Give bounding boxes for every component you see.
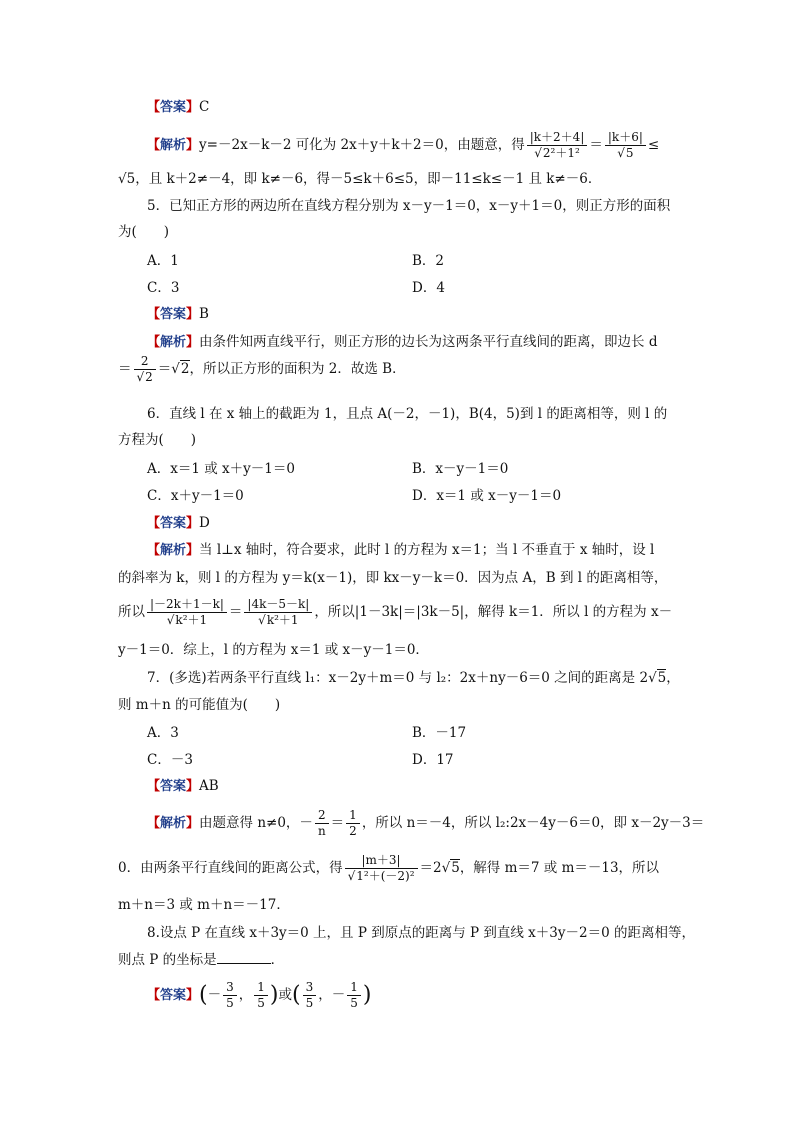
q7-option-a: A．3 [147,725,179,741]
q6-answer: 【答案】D [147,515,210,531]
q5-option-a: A．1 [147,253,179,269]
q5-analysis-line2: ＝ $\frac{2}{√2}$ ＝√2，所以正方形的面积为 2．故选 B． [118,354,406,384]
q6-analysis-line2: 的斜率为 k，则 l 的方程为 y＝k(x－1)，即 kx－y－k＝0．因为点 A，B 到 l 的距离相等， [118,570,668,586]
q8-stem-line2: 则点 P 的坐标是 ． [118,952,285,968]
q6-stem-line1: 6．直线 l 在 x 轴上的截距为 1，且点 A(－2，－1)，B(4，5)到 l 的距离相等，则 l 的 [147,406,668,422]
q5-stem-line1: 5．已知正方形的两边所在直线方程分别为 x－y－1＝0，x－y＋1＝0，则正方形的面积 [147,198,671,214]
q4-fraction-2: $\frac{|k+6|}{√5}$ [605,130,646,161]
q7-fraction-3: $\frac{|m+3|}{\text{√1²＋(－2)²}}$ [345,853,418,884]
q5-answer: 【答案】B [147,306,209,322]
q6-analysis-line3: 所以 $\frac{|-2k+1-k|}{\text{√k²＋1}}$ ＝ $\frac{|4k-5-k|}{\text{√k²＋1}}$ ，所以|1－3k|＝|3k－5|，解得 k＝1．所以 l 的方程为 x－ [118,597,673,627]
q6-option-c: C．x＋y－1＝0 [147,488,244,504]
q6-analysis-line4: y－1＝0．综上，l 的方程为 x＝1 或 x－y－1＝0． [118,642,429,658]
answer-blank [217,951,271,964]
q4-analysis-line1: 【解析】y=－2x－k－2 可化为 2x＋y＋k＋2＝0，由题意，得 $\frac{|k+2+4|}{\text{√2²＋1²}}$ ＝ $\frac{|k+6|}{√5}$ ≤ [147,130,660,160]
q6-option-a: A．x＝1 或 x＋y－1＝0 [147,461,295,477]
q8-answer: 【答案】(－ $\frac{3}{5}$ ， $\frac{1}{5}$ )或( $\frac{3}{5}$ ，－ $\frac{1}{5}$ ) [147,980,372,1010]
q6-fraction-1: $\frac{|-2k+1-k|}{\text{√k²＋1}}$ [147,597,227,628]
q4-analysis-line2: √5，且 k＋2≠－4，即 k≠－6，得－5≤k＋6≤5，即－11≤k≤－1 且 k≠－6． [118,171,602,187]
q7-analysis-line3: m＋n＝3 或 m＋n＝－17． [118,897,290,913]
q6-stem-line2: 方程为( ) [118,432,197,448]
q7-stem-line2: 则 m＋n 的可能值为( ) [118,697,281,713]
q5-analysis-line1: 【解析】由条件知两直线平行，则正方形的边长为这两条平行直线间的距离，即边长 d [147,334,658,350]
q7-answer: 【答案】AB [147,778,219,794]
q8-stem-line1: 8.设点 P 在直线 x＋3y＝0 上，且 P 到原点的距离与 P 到直线 x＋3y－2＝0 的距离相等， [147,925,695,941]
q4-answer: 【答案】C [147,99,210,115]
q7-option-c: C．－3 [147,752,193,768]
q8-fraction-4: $\frac{1}{5}$ [347,980,361,1011]
q8-fraction-2: $\frac{1}{5}$ [254,980,268,1011]
q7-option-b: B．－17 [412,725,467,741]
q6-option-d: D．x＝1 或 x－y－1＝0 [412,488,562,504]
q8-fraction-1: $\frac{3}{5}$ [223,980,237,1011]
q5-fraction: $\frac{2}{√2}$ [134,354,156,385]
q6-option-b: B．x－y－1＝0 [412,461,509,477]
q5-option-d: D．4 [412,280,445,296]
q7-fraction-1: $\frac{2}{n}$ [315,808,329,839]
q7-analysis-line2: 0．由两条平行直线间的距离公式，得 $\frac{|m+3|}{\text{√1²＋(－2)²}}$ ＝2√5，解得 m＝7 或 m＝－13，所以 [118,853,660,883]
q8-fraction-3: $\frac{3}{5}$ [303,980,317,1011]
q7-fraction-2: $\frac{1}{2}$ [346,808,360,839]
q5-option-b: B．2 [412,253,445,269]
q4-fraction-1: $\frac{|k+2+4|}{\text{√2²＋1²}}$ [527,130,588,161]
q6-analysis-line1: 【解析】当 l⊥x 轴时，符合要求，此时 l 的方程为 x＝1；当 l 不垂直于 x 轴时，设 l [147,542,655,558]
q5-option-c: C．3 [147,280,180,296]
q5-stem-line2: 为( ) [118,224,170,240]
q6-fraction-2: $\frac{|4k-5-k|}{\text{√k²＋1}}$ [244,597,312,628]
q7-option-d: D．17 [412,752,454,768]
q7-analysis-line1: 【解析】由题意得 n≠0，－ $\frac{2}{n}$ ＝ $\frac{1}{2}$ ，所以 n＝－4，所以 l₂:2x－4y－6＝0，即 x－2y－3＝ [147,808,705,838]
q7-stem-line1: 7．(多选)若两条平行直线 l₁：x－2y＋m＝0 与 l₂：2x＋ny－6＝0 之间的距离是 2√5， [147,670,680,686]
